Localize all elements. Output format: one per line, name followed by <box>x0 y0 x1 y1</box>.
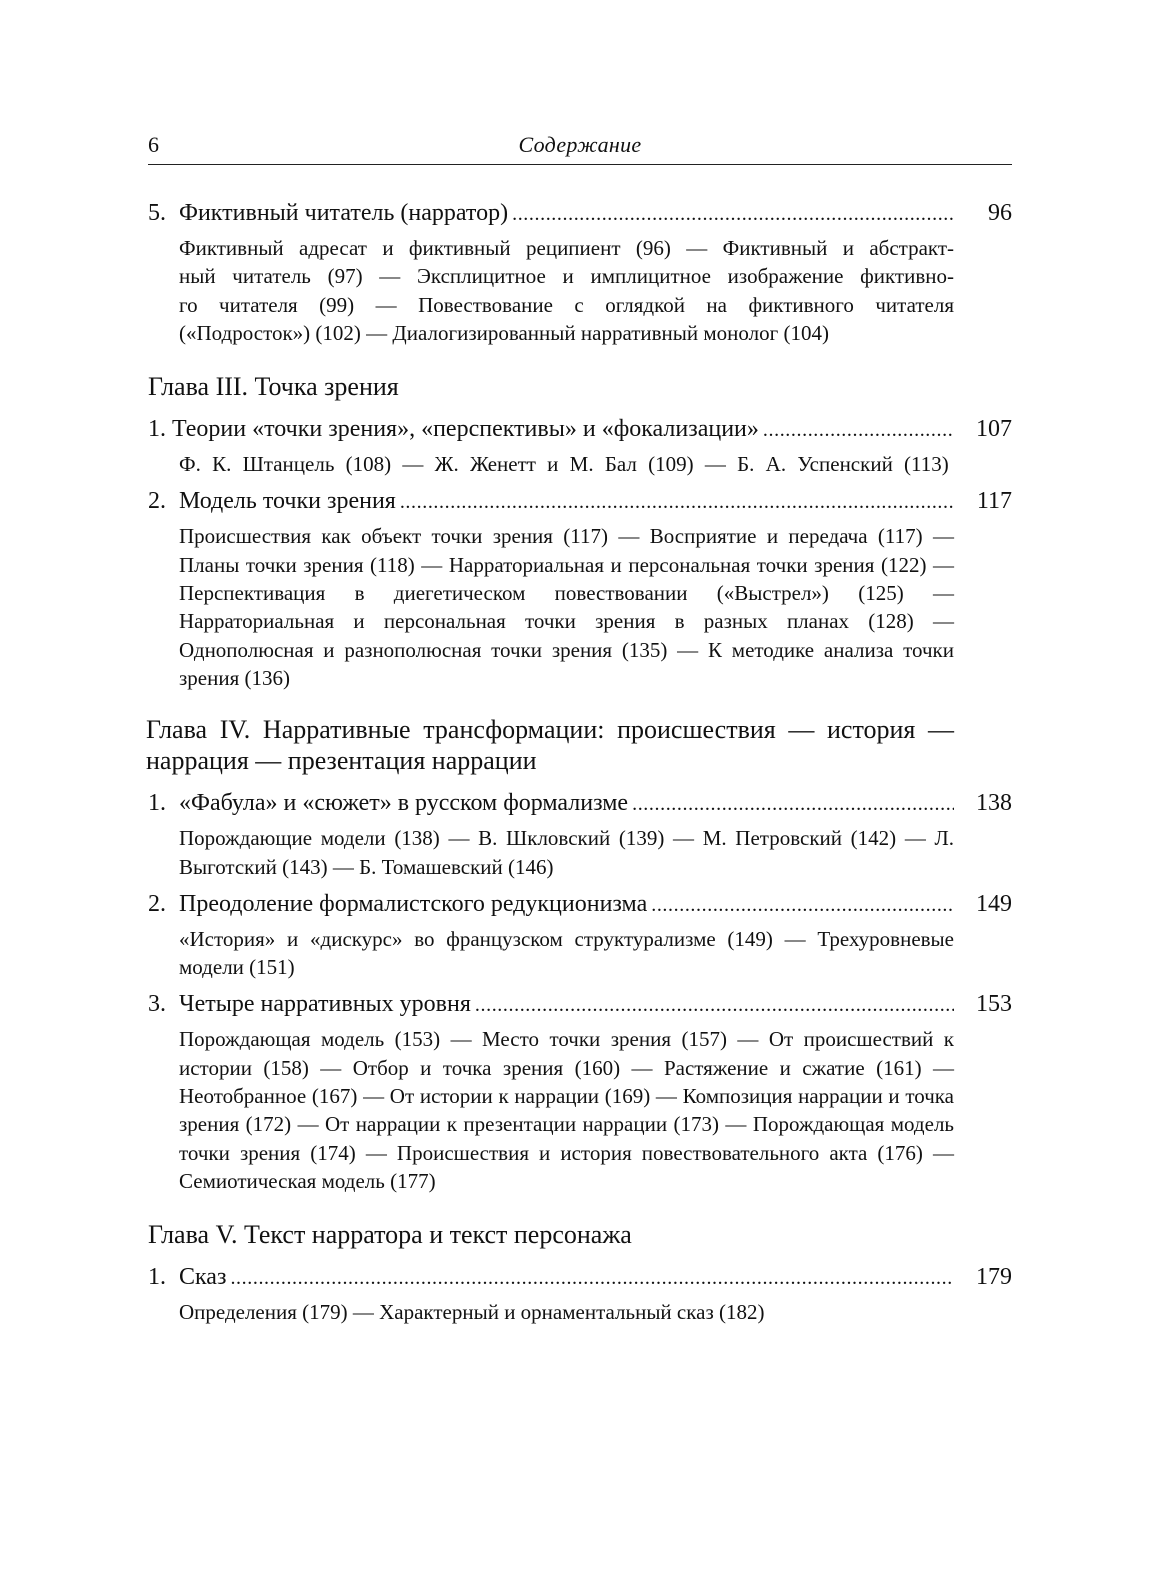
desc-line: («Подросток») (102) — Диалогизированный нарративный монолог (104) <box>179 320 829 345</box>
entry-title: «Фабула» и «сюжет» в русском формализме <box>179 790 629 817</box>
page-number: 6 <box>148 132 159 157</box>
entry-title: Сказ <box>179 1264 227 1291</box>
entry-description: Порождающая модель (153) — Место точки зрения (157) — От происшествий к истории (158) — Отбор и точка зрения (160) — Растяжение и сжатие (161) — Неотобранное (167) — От истории к наррации (169) — Композиция наррации и точка зрения (172) — От наррации к презентации наррации (173) — Порождающая модель точки зрения (174) — Происшествия и история повествовательного акта (176) — Семиотическая модель (177) <box>179 1027 954 1193</box>
entry-description: Происшествия как объект точки зрения (117) — Восприятие и передача (117) — Планы точки зрения (118) — Нарраториальная и персональная точки зрения (122) — Перспективация в диегетическом повествовании («Выстрел») (125) — Нарраториальная и персональная точки зрения в разных планах (128) — Однополюсная и разнополюсная точки зрения (135) — К методике анализа точки зрения (136) <box>179 524 954 690</box>
dot-leader <box>475 990 954 1020</box>
entry-page: 107 <box>976 416 1012 443</box>
dot-leader <box>763 415 954 445</box>
entry-description: «История» и «дискурс» во французском структурализме (149) — Трехуровневые модели (151) <box>179 926 954 980</box>
entry-description: Определения (179) — Характерный и орнаментальный сказ (182) <box>179 1300 765 1325</box>
toc-entry-line[interactable] <box>148 989 1012 1019</box>
entry-number: 2. <box>148 890 166 917</box>
dot-leader <box>230 1263 954 1293</box>
toc-content <box>148 198 1012 1327</box>
toc-entry <box>148 1262 1012 1326</box>
entry-number: 1. <box>148 1264 166 1291</box>
entry-page: 138 <box>976 790 1012 817</box>
toc-entry-line[interactable] <box>148 889 1012 919</box>
entry-number: 2. <box>148 488 166 515</box>
chapter-heading[interactable]: Глава III. Точка зрения <box>148 372 399 402</box>
entry-number: 3. <box>148 991 166 1018</box>
entry-description <box>179 234 954 347</box>
desc-line: го читателя (99) — Повествование с оглядкой на фиктивного читателя <box>179 292 954 317</box>
toc-entry <box>148 486 1012 692</box>
toc-entry-line[interactable] <box>148 414 1012 444</box>
toc-entry <box>148 788 1012 881</box>
running-title: Содержание <box>518 132 642 157</box>
toc-entry-line[interactable] <box>148 1262 1012 1292</box>
entry-description: Порождающие модели (138) — В. Шкловский (139) — М. Петровский (142) — Л. Выготский (143) — Б. Томашевский (146) <box>179 826 954 879</box>
dot-leader <box>400 487 954 517</box>
entry-page: 153 <box>976 991 1012 1018</box>
entry-title: Четыре нарративных уровня <box>179 991 471 1018</box>
chapter-heading[interactable]: Глава V. Текст нарратора и текст персонажа <box>148 1220 632 1250</box>
entry-title: Фиктивный читатель (нарратор) <box>179 200 509 226</box>
toc-entry-line[interactable] <box>148 486 1012 516</box>
toc-entry <box>148 414 1012 478</box>
dot-leader <box>512 199 954 229</box>
entry-page: 96 <box>988 200 1012 226</box>
chapter-heading[interactable]: Глава IV. Нарративные трансформации: происшествия — история — наррация — презентация наррации <box>146 715 954 776</box>
dot-leader <box>651 890 954 920</box>
entry-title: Модель точки зрения <box>179 488 396 515</box>
toc-entry <box>148 989 1012 1195</box>
entry-number: 1. <box>148 416 166 443</box>
entry-page: 117 <box>976 488 1012 515</box>
entry-number: 5. <box>148 200 166 226</box>
toc-entry-line[interactable] <box>148 198 1012 228</box>
entry-page: 179 <box>976 1264 1012 1291</box>
entry-description: Ф. К. Штанцель (108) — Ж. Женетт и М. Бал (109) — Б. А. Успенский (113) <box>179 452 949 477</box>
desc-line: ный читатель (97) — Эксплицитное и имплицитное изображение фиктивно- <box>179 264 954 289</box>
running-head <box>148 130 1012 165</box>
toc-entry <box>148 889 1012 982</box>
toc-entry-line[interactable] <box>148 788 1012 818</box>
entry-title: Преодоление формалистского редукционизма <box>179 890 648 917</box>
toc-entry-fictive-reader <box>148 198 1012 347</box>
dot-leader <box>632 789 954 819</box>
entry-page: 149 <box>976 890 1012 917</box>
desc-line: Фиктивный адресат и фиктивный реципиент (96) — Фиктивный и абстракт- <box>179 236 954 260</box>
entry-number: 1. <box>148 790 166 817</box>
entry-title: Теории «точки зрения», «перспективы» и «фокализации» <box>172 416 759 443</box>
